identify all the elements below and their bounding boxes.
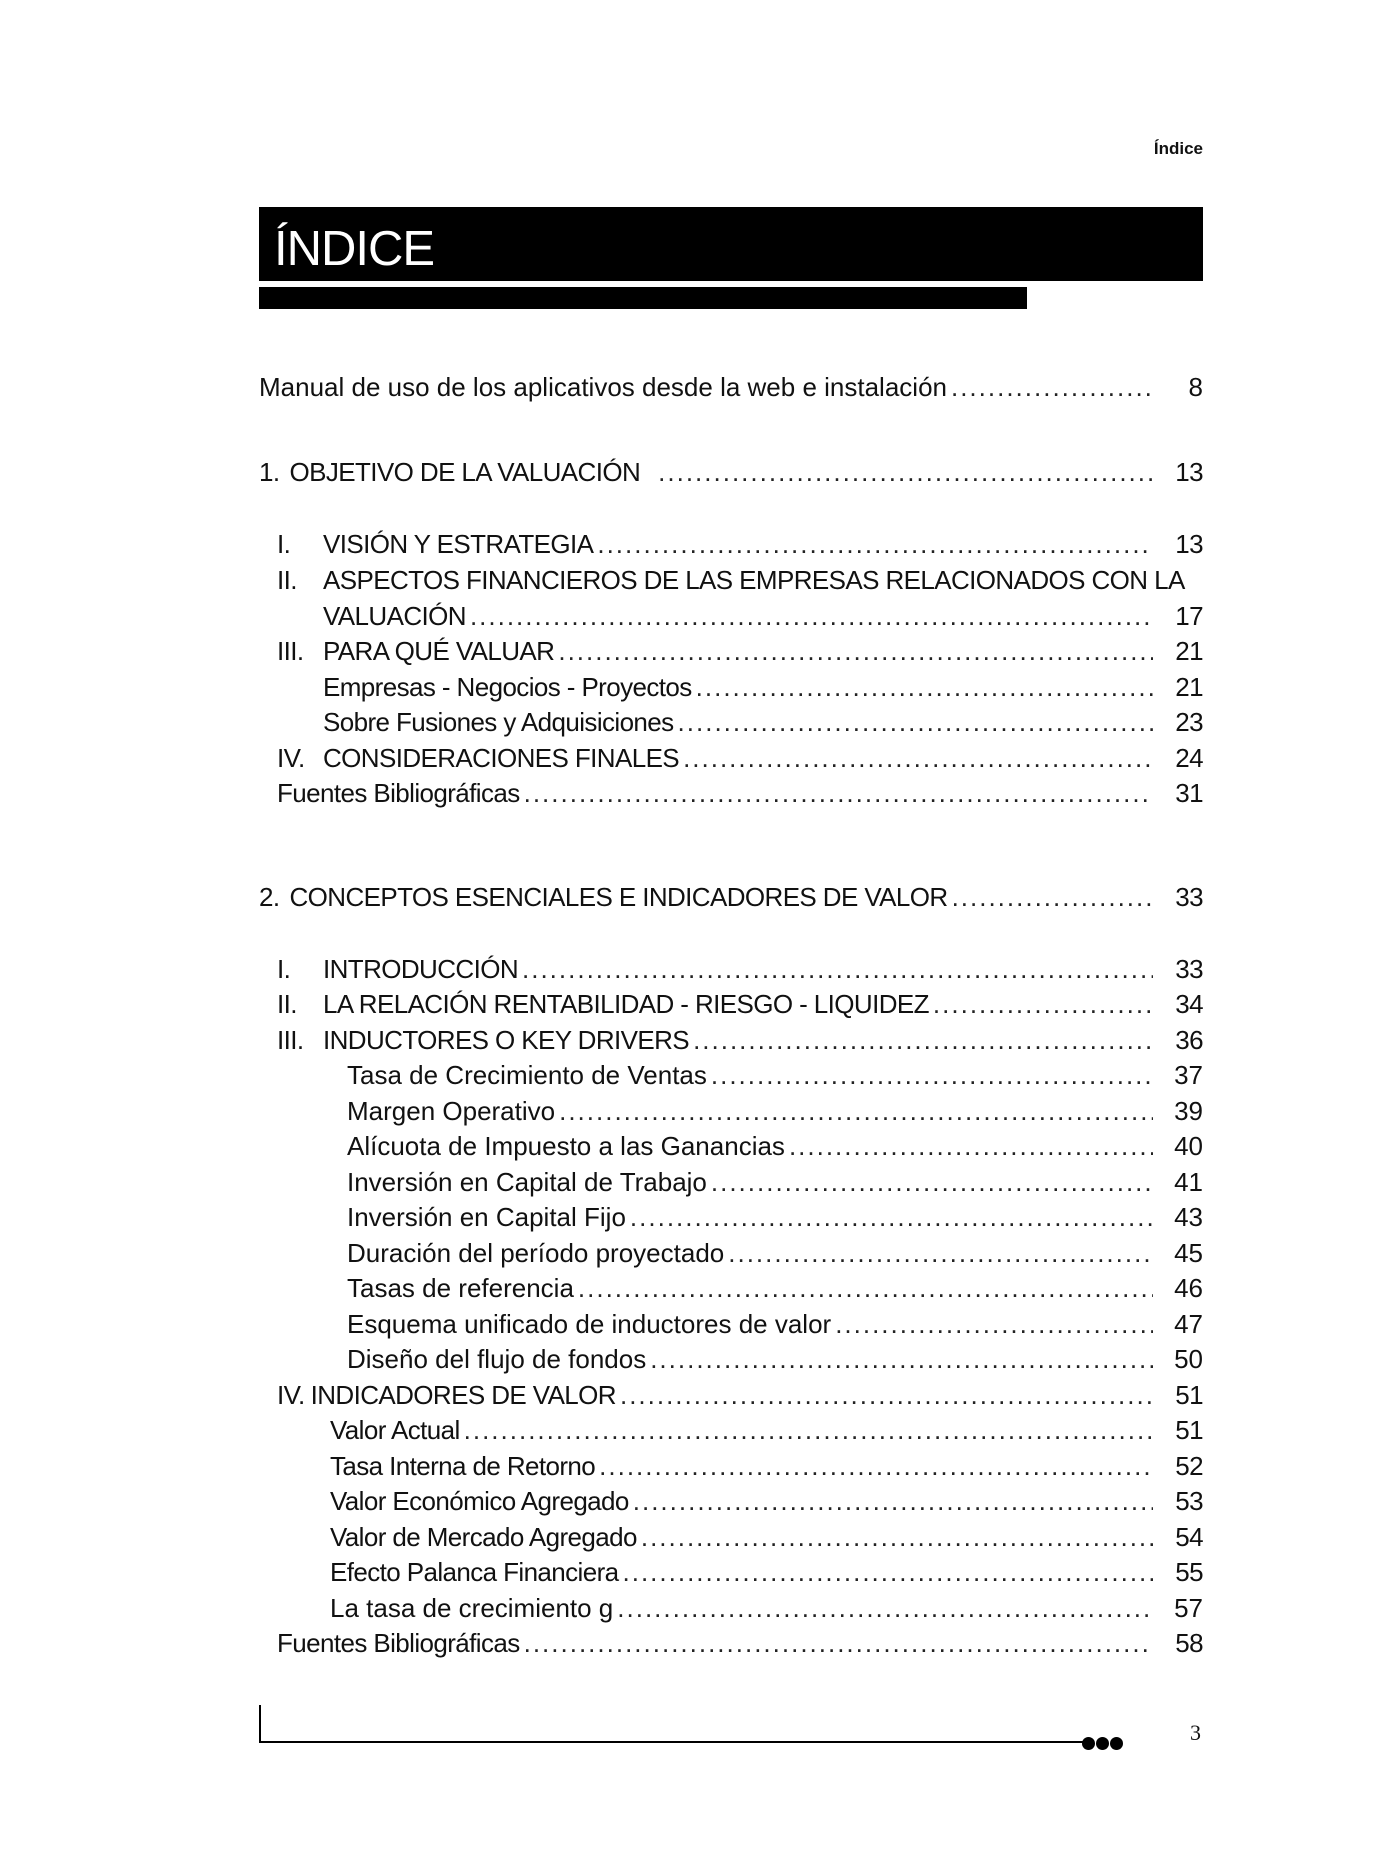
toc-entry[interactable] <box>277 1626 1203 1660</box>
toc-entry-page: 45 <box>1174 1238 1203 1268</box>
toc-entry[interactable] <box>259 880 1203 914</box>
toc-entry-text: Manual de uso de los aplicativos desde la web e instalación <box>259 372 947 402</box>
toc-entry-text: INDICADORES DE VALOR <box>310 1380 616 1410</box>
footer-horizontal-rule <box>259 1741 1083 1743</box>
toc-entry-number: I. <box>277 529 291 559</box>
toc-entry-text: Alícuota de Impuesto a las Ganancias <box>347 1131 785 1161</box>
toc-entry-page: 53 <box>1175 1486 1203 1516</box>
toc-entry-number: 2. <box>259 882 280 912</box>
toc-entry-number: I. <box>277 954 291 984</box>
toc-entry-text: La tasa de crecimiento g <box>330 1593 614 1623</box>
toc-entry-text: Tasa Interna de Retorno <box>330 1451 596 1481</box>
toc-leader-dots <box>470 599 1153 633</box>
toc-entry-page: 50 <box>1174 1344 1203 1374</box>
toc-leader-dots <box>522 952 1153 986</box>
toc-entry[interactable] <box>277 634 1203 668</box>
toc-leader-dots <box>711 1165 1153 1199</box>
toc-leader-dots <box>623 1555 1153 1589</box>
toc-entry[interactable] <box>347 1271 1203 1305</box>
toc-entry-page: 13 <box>1175 529 1203 559</box>
toc-leader-dots <box>599 1449 1153 1483</box>
toc-entry[interactable] <box>277 776 1203 810</box>
toc-entry-page: 58 <box>1175 1628 1203 1658</box>
toc-entry-page: 57 <box>1174 1593 1203 1623</box>
toc-entry-page: 46 <box>1174 1273 1203 1303</box>
toc-entry-text: Inversión en Capital de Trabajo <box>347 1167 707 1197</box>
toc-entry-page: 41 <box>1174 1167 1203 1197</box>
toc-leader-dots <box>696 670 1153 704</box>
toc-entry-text: Margen Operativo <box>347 1096 556 1126</box>
toc-entry[interactable] <box>347 1094 1203 1128</box>
toc-entry-page: 39 <box>1174 1096 1203 1126</box>
toc-leader-dots <box>524 776 1153 810</box>
toc-entry-page: 33 <box>1175 882 1203 912</box>
toc-entry-number: II. <box>277 989 297 1019</box>
toc-entry-text: CONCEPTOS ESENCIALES E INDICADORES DE VALOR <box>289 882 948 912</box>
toc-entry-text: CONSIDERACIONES FINALES <box>323 743 680 773</box>
title-underbar <box>259 287 1027 309</box>
toc-entry-number: IV. <box>277 743 305 773</box>
toc-entry-text: Fuentes Bibliográficas <box>277 1628 520 1658</box>
toc-leader-dots <box>633 1484 1153 1518</box>
toc-entry-number: 1. <box>259 457 280 487</box>
toc-entry[interactable] <box>347 1342 1203 1376</box>
toc-entry-page: 21 <box>1175 636 1203 666</box>
toc-leader-dots <box>524 1626 1153 1660</box>
toc-entry-page: 51 <box>1175 1415 1203 1445</box>
toc-leader-dots <box>951 370 1153 404</box>
toc-entry[interactable] <box>347 1236 1203 1270</box>
toc-entry[interactable] <box>347 1307 1203 1341</box>
toc-entry-page: 37 <box>1174 1060 1203 1090</box>
toc-entry[interactable] <box>330 1449 1203 1483</box>
toc-leader-dots <box>597 527 1153 561</box>
toc-entry-text: INTRODUCCIÓN <box>323 954 519 984</box>
toc-entry-text: Valor de Mercado Agregado <box>330 1522 637 1552</box>
toc-entry[interactable] <box>277 563 1203 597</box>
toc-entry-text: Sobre Fusiones y Adquisiciones <box>323 707 674 737</box>
footer-vertical-rule <box>259 1705 261 1743</box>
page-number: 3 <box>1190 1720 1201 1745</box>
toc-leader-dots <box>789 1129 1153 1163</box>
toc-entry[interactable] <box>277 1378 1203 1412</box>
toc-leader-dots <box>620 1378 1153 1412</box>
toc-leader-dots <box>641 1520 1153 1554</box>
toc-entry-page: 31 <box>1175 778 1203 808</box>
toc-entry-text: Inversión en Capital Fijo <box>347 1202 626 1232</box>
toc-entry[interactable] <box>347 1200 1203 1234</box>
toc-entry-text: VALUACIÓN <box>323 601 466 631</box>
title-bar <box>259 207 1203 281</box>
footer-dots-ornament <box>1082 1733 1124 1756</box>
toc-entry-text: INDUCTORES O KEY DRIVERS <box>323 1025 690 1055</box>
toc-entry[interactable] <box>323 705 1203 739</box>
toc-leader-dots <box>578 1271 1153 1305</box>
toc-entry[interactable] <box>277 987 1203 1021</box>
toc-entry[interactable] <box>259 370 1203 404</box>
toc-entry-text: VISIÓN Y ESTRATEGIA <box>323 529 594 559</box>
toc-entry-text: Esquema unificado de inductores de valor <box>347 1309 832 1339</box>
toc-entry-text: Empresas - Negocios - Proyectos <box>323 672 692 702</box>
toc-entry[interactable] <box>259 455 1203 489</box>
toc-entry-text: LA RELACIÓN RENTABILIDAD - RIESGO - LIQUIDEZ <box>323 989 929 1019</box>
toc-entry-text: Valor Actual <box>330 1415 460 1445</box>
running-head: Índice <box>1153 139 1203 158</box>
toc-entry-number: III. <box>277 1025 304 1055</box>
toc-leader-dots <box>658 455 1153 489</box>
toc-entry-text: Diseño del flujo de fondos <box>347 1344 647 1374</box>
toc-entry-page: 51 <box>1175 1380 1203 1410</box>
toc-entry-text: OBJETIVO DE LA VALUACIÓN <box>289 457 641 487</box>
toc-entry-page: 36 <box>1175 1025 1203 1055</box>
toc-leader-dots <box>617 1591 1153 1625</box>
toc-entry-number: III. <box>277 636 304 666</box>
toc-entry-page: 33 <box>1175 954 1203 984</box>
toc-entry-page: 24 <box>1175 743 1203 773</box>
toc-entry-page: 40 <box>1174 1131 1203 1161</box>
toc-leader-dots <box>464 1413 1153 1447</box>
toc-entry[interactable] <box>330 1591 1203 1625</box>
toc-entry[interactable] <box>277 1023 1203 1057</box>
toc-leader-dots <box>711 1058 1153 1092</box>
toc-entry-text: Efecto Palanca Financiera <box>330 1557 619 1587</box>
toc-entry-number: IV. <box>277 1380 305 1410</box>
toc-entry-page: 55 <box>1175 1557 1203 1587</box>
toc-entry[interactable] <box>330 1555 1203 1589</box>
toc-entry-page: 21 <box>1175 672 1203 702</box>
toc-entry[interactable] <box>347 1165 1203 1199</box>
toc-entry-text: Duración del período proyectado <box>347 1238 725 1268</box>
toc-leader-dots <box>728 1236 1153 1270</box>
toc-entry-text: Tasa de Crecimiento de Ventas <box>347 1060 707 1090</box>
toc-entry-page: 52 <box>1175 1451 1203 1481</box>
toc-entry-text: Valor Económico Agregado <box>330 1486 629 1516</box>
toc-entry-page: 17 <box>1175 601 1203 631</box>
toc-leader-dots <box>650 1342 1153 1376</box>
toc-entry-page: 8 <box>1188 372 1203 402</box>
page-title: ÍNDICE <box>274 222 435 276</box>
toc-entry-text: PARA QUÉ VALUAR <box>323 636 555 666</box>
toc-entry-number: II. <box>277 565 297 595</box>
toc-leader-dots <box>558 634 1153 668</box>
toc-leader-dots <box>678 705 1153 739</box>
toc-entry[interactable] <box>347 1058 1203 1092</box>
toc-entry-page: 23 <box>1175 707 1203 737</box>
toc-leader-dots <box>835 1307 1153 1341</box>
toc-entry-text: Tasas de referencia <box>347 1273 574 1303</box>
toc-leader-dots <box>693 1023 1153 1057</box>
toc-entry-page: 47 <box>1174 1309 1203 1339</box>
toc-entry-page: 13 <box>1175 457 1203 487</box>
toc-entry-page: 43 <box>1174 1202 1203 1232</box>
toc-leader-dots <box>933 987 1153 1021</box>
toc-entry-page: 54 <box>1175 1522 1203 1552</box>
toc-leader-dots <box>683 741 1153 775</box>
toc-leader-dots <box>630 1200 1153 1234</box>
toc-entry-text: Fuentes Bibliográficas <box>277 778 520 808</box>
toc-entry[interactable] <box>323 599 1203 633</box>
toc-entry[interactable] <box>330 1413 1203 1447</box>
toc-entry-text: ASPECTOS FINANCIEROS DE LAS EMPRESAS RELACIONADOS CON LA <box>323 565 1185 595</box>
toc-entry[interactable] <box>347 1129 1203 1163</box>
toc-entry[interactable] <box>277 952 1203 986</box>
toc-entry[interactable] <box>277 527 1203 561</box>
toc-entry[interactable] <box>330 1484 1203 1518</box>
toc-leader-dots <box>952 880 1153 914</box>
toc-entry-page: 34 <box>1175 989 1203 1019</box>
toc-entry[interactable] <box>323 670 1203 704</box>
toc-leader-dots <box>559 1094 1153 1128</box>
toc-entry[interactable] <box>277 741 1203 775</box>
toc-entry[interactable] <box>330 1520 1203 1554</box>
